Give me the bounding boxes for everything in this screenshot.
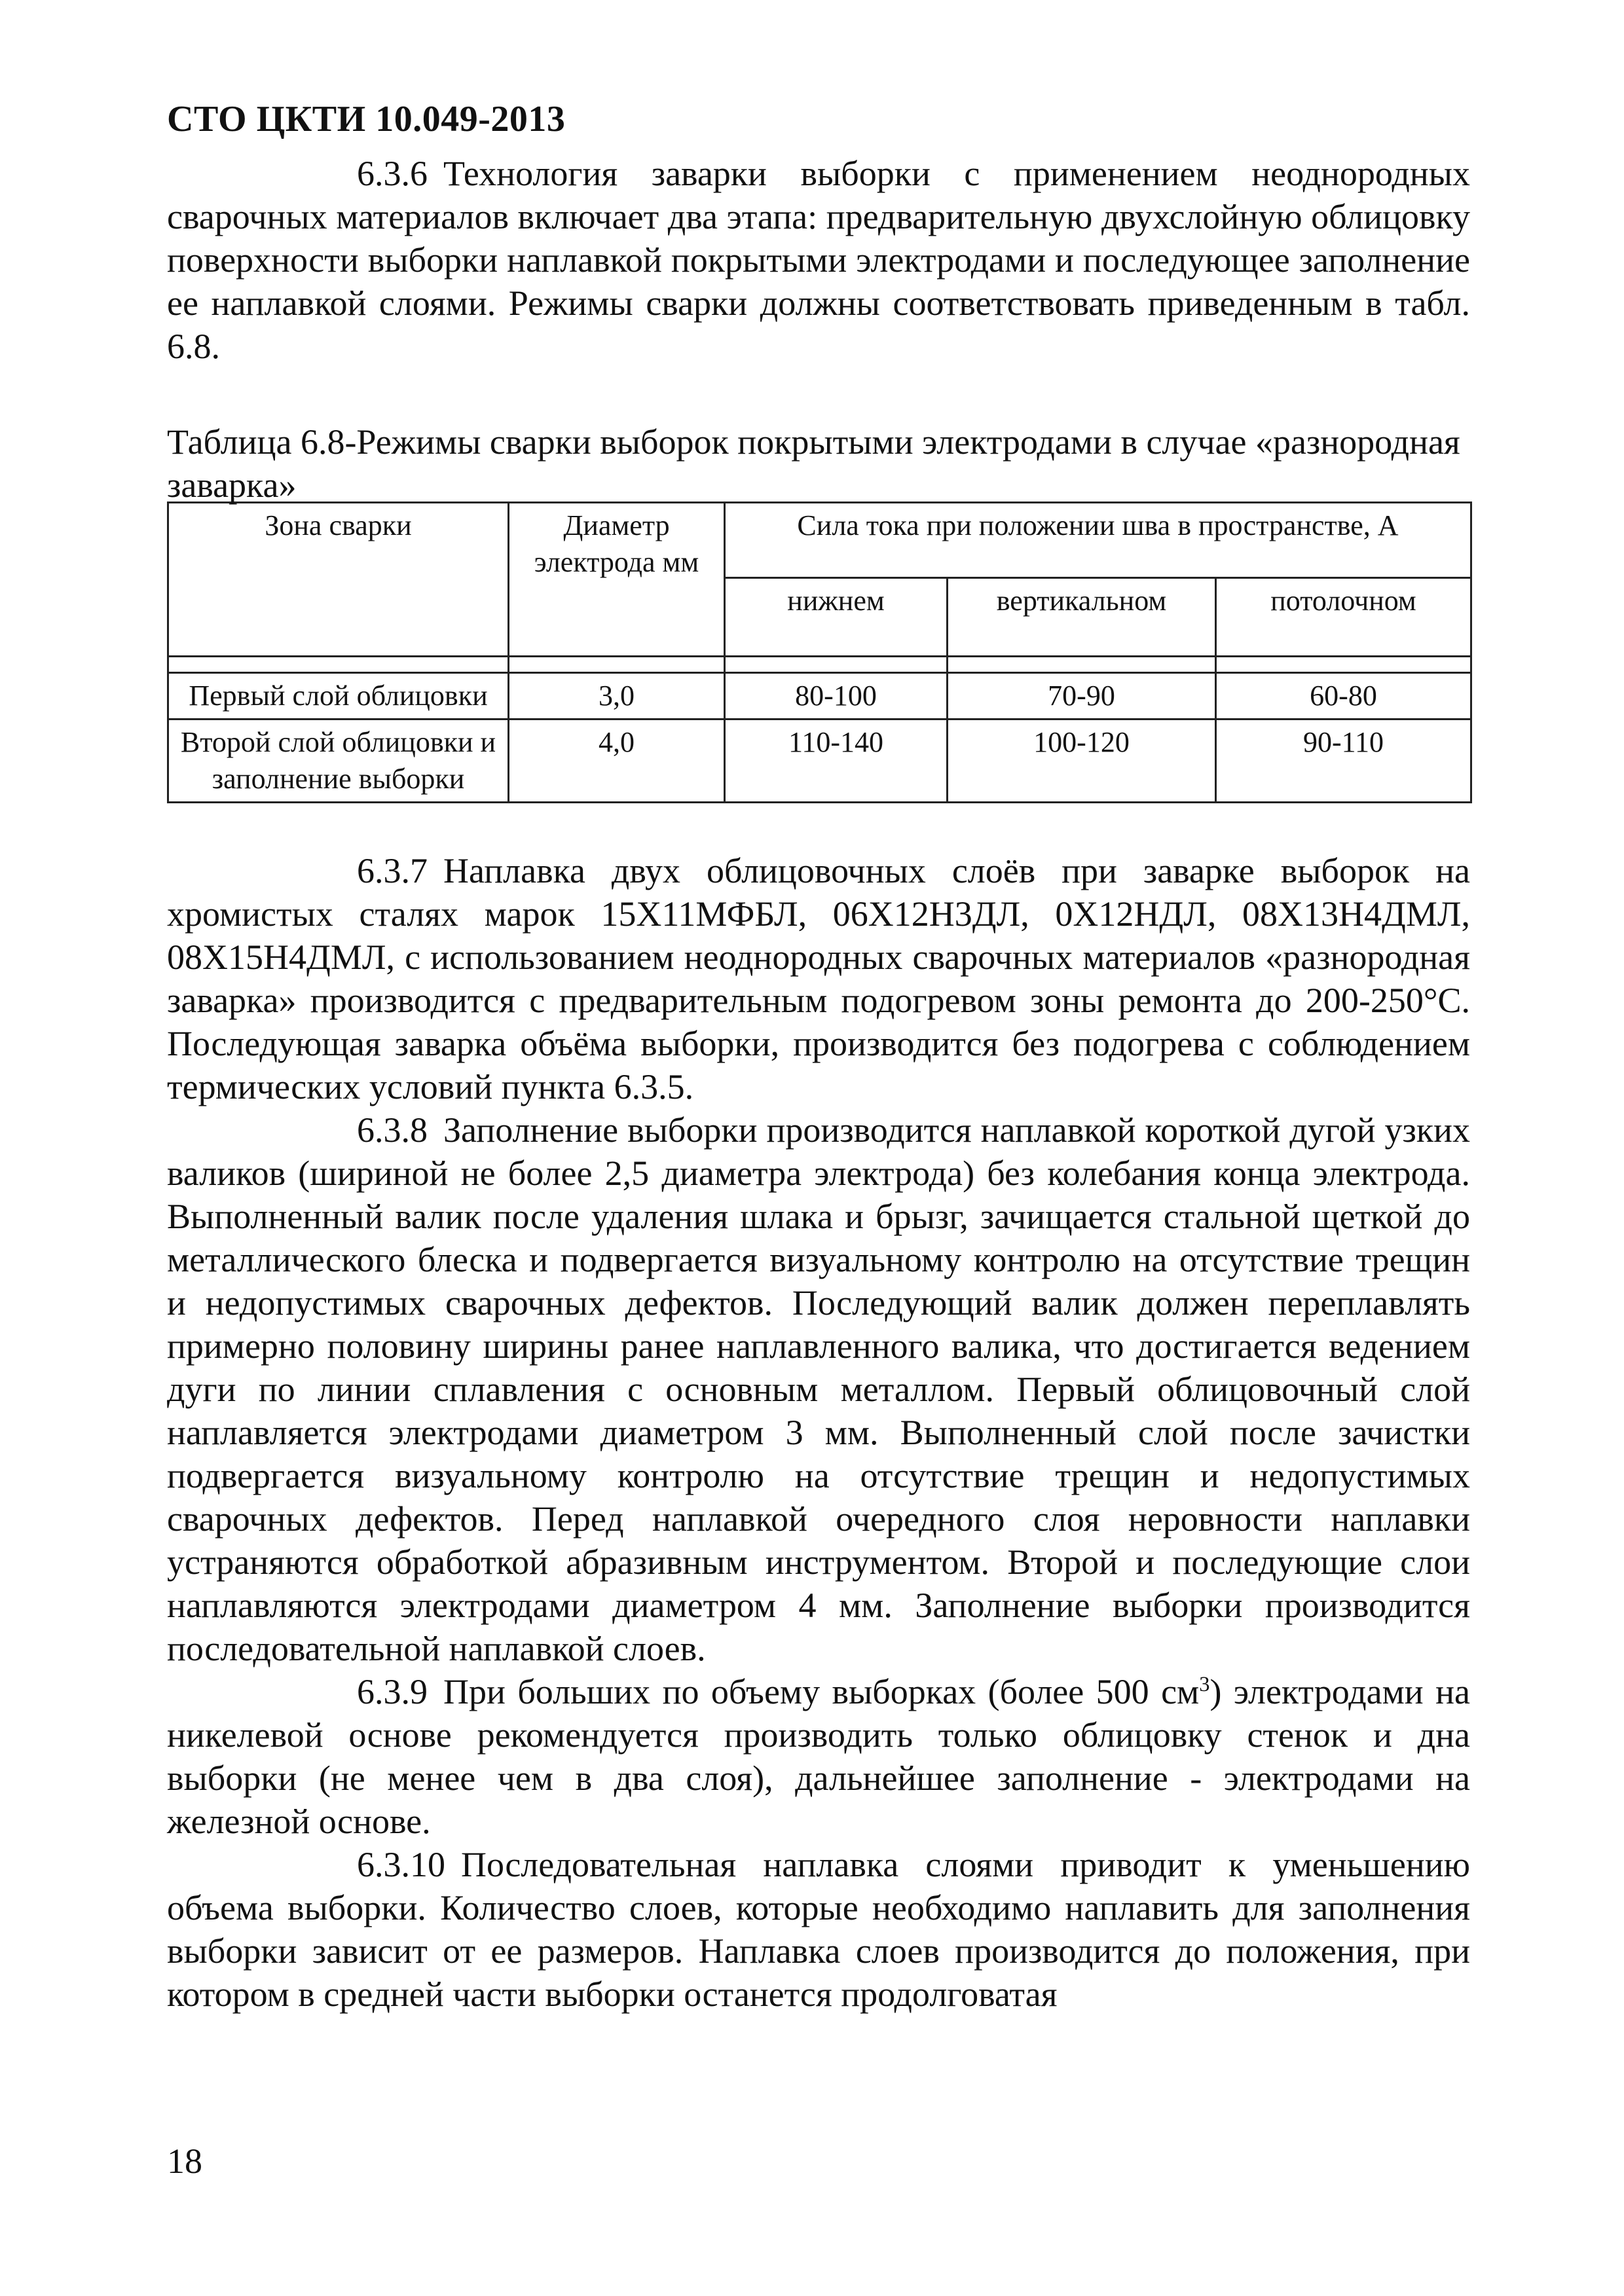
paragraph-text: Заполнение выборки производится наплавкой короткой дугой узких валиков (шириной не более 2,5 диаметра электрода) без колебания конца электрода. Выполненный валик после удаления шлака и брызг, зачищается стальной щеткой до металлического блеска и подвергается визуальному контролю на отсутствие трещин и недопустимых сварочных дефектов. Последующий валик должен переплавлять примерно половину ширины ранее наплавленного валика, что достигается ведением дуги по линии сплавления с основным металлом. Первый облицовочный слой наплавляется электродами диаметром 3 мм. Выполненный слой после зачистки подвергается визуальному контролю на отсутствие трещин и недопустимых сварочных дефектов. Перед наплавкой очередного слоя неровности наплавки устраняются обработкой абразивным инструментом. Второй и последующие слои наплавляются электродами диаметром 4 мм. Заполнение выборки производится последовательной наплавкой слоев.: [167, 1110, 1470, 1669]
cell-diameter: 4,0: [509, 720, 725, 803]
header-diameter: Диаметр электрода мм: [509, 503, 725, 657]
page-number: 18: [167, 2141, 202, 2181]
document-id: СТО ЦКТИ 10.049-2013: [167, 99, 566, 139]
table-row: [168, 720, 1471, 803]
header-lower: нижнем: [725, 578, 948, 657]
paragraph-6-3-6: [167, 152, 1470, 368]
cell-lower: 110-140: [725, 720, 948, 803]
body-text: [167, 849, 1470, 2016]
table-caption: Таблица 6.8-Режимы сварки выборок покрытыми электродами в случае «разнородная заварка»: [167, 422, 1460, 505]
cell-vertical: 100-120: [948, 720, 1216, 803]
paragraph-6-3-7: [167, 849, 1470, 1108]
clause-number: 6.3.9: [357, 1672, 428, 1712]
cell-ceiling: 60-80: [1216, 673, 1471, 720]
header-current: Сила тока при положении шва в пространстве, А: [725, 503, 1471, 578]
table-row: [168, 673, 1471, 720]
cell-zone: Второй слой облицовки и заполнение выборки: [168, 720, 509, 803]
clause-number: 6.3.10: [357, 1845, 445, 1885]
cell-zone: Первый слой облицовки: [168, 673, 509, 720]
welding-modes-table: [167, 501, 1472, 803]
paragraph-6-3-9: [167, 1670, 1470, 1843]
paragraph-text: Последовательная наплавка слоями приводит к уменьшению объема выборки. Количество слоев, которые необходимо наплавить для заполнения выборки зависит от ее размеров. Наплавка слоев производится до положения, при котором в средней части выборки останется продолговатая: [167, 1845, 1470, 2014]
header-vertical: вертикальном: [948, 578, 1216, 657]
header-zone: Зона сварки: [168, 503, 509, 657]
cell-ceiling: 90-110: [1216, 720, 1471, 803]
cell-diameter: 3,0: [509, 673, 725, 720]
superscript: 3: [1199, 1673, 1210, 1697]
cell-vertical: 70-90: [948, 673, 1216, 720]
paragraph-text-continued: ) электродами на никелевой основе рекомендуется производить только облицовку стенок и дна выборки (не менее чем в два слоя), дальнейшее заполнение - электродами на железной основе.: [167, 1672, 1471, 1842]
document-page: [167, 98, 1470, 2016]
clause-number: 6.3.6: [357, 154, 428, 194]
cell-lower: 80-100: [725, 673, 948, 720]
paragraph-6-3-8: [167, 1108, 1470, 1670]
header-ceiling: потолочном: [1216, 578, 1471, 657]
clause-number: 6.3.7: [357, 851, 428, 891]
paragraph-text: Технология заварки выборки с применением неоднородных сварочных материалов включает два этапа: предварительную двухслойную облицовку поверхности выборки наплавкой покрытыми электродами и последующее заполнение ее наплавкой слоями. Режимы сварки должны соответствовать приведенным в табл. 6.8.: [167, 154, 1470, 367]
clause-number: 6.3.8: [357, 1110, 428, 1150]
paragraph-6-3-10: [167, 1843, 1470, 2016]
paragraph-text: Наплавка двух облицовочных слоёв при заварке выборок на хромистых сталях марок 15Х11МФБЛ, 06Х12Н3ДЛ, 0Х12НДЛ, 08Х13Н4ДМЛ, 08Х15Н4ДМЛ, с использованием неоднородных сварочных материалов «разнородная заварка» производится с предварительным подогревом зоны ремонта до 200-250°С. Последующая заварка объёма выборки, производится без подогрева с соблюдением термических условий пункта 6.3.5.: [167, 851, 1470, 1107]
paragraph-text: При больших по объему выборках (более 500 см: [443, 1672, 1200, 1712]
